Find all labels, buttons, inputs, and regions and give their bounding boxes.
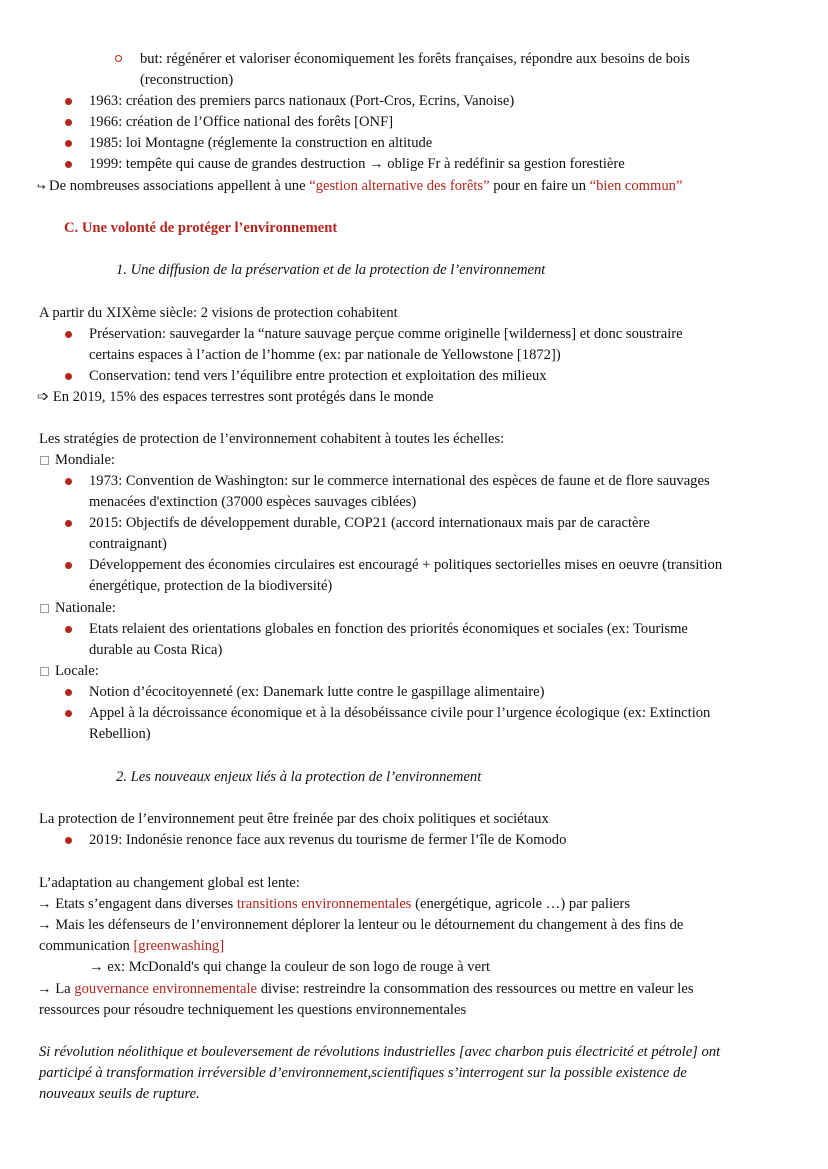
but-line-2: (reconstruction) [140,72,234,88]
event-1966: 1966: création de l’Office national des forêts [ONF] [89,114,394,130]
defenseurs-line-2 [39,936,224,957]
mondiale-item-3-line-2: énergétique, protection de la biodiversité) [89,578,333,594]
bullet-icon [65,140,72,147]
bullet-icon [65,161,72,168]
checkbox-icon [40,604,49,613]
highlight-gestion-alternative: “gestion alternative des forêts” [309,178,490,194]
bullet-icon [65,626,72,633]
frein-line: La protection de l’environnement peut être freinée par des choix politiques et sociétaux [39,811,549,827]
conservation-line: Conservation: tend vers l’équilibre entre protection et exploitation des milieux [89,368,547,384]
protected-areas-stat: ➩ En 2019, 15% des espaces terrestres sont protégés dans le monde [37,389,434,405]
associations-text-2: pour en faire un [489,178,590,194]
highlight-gouvernance: gouvernance environnementale [74,981,258,997]
visions-intro: A partir du XIXème siècle: 2 visions de protection cohabitent [39,305,398,321]
communication-text: communication [39,938,134,954]
bullet-icon [65,562,72,569]
bullet-icon [65,689,72,696]
highlight-greenwashing: [greenwashing] [133,938,225,954]
subsection-2-heading: 2. Les nouveaux enjeux liés à la protection de l’environnement [116,769,482,785]
defenseurs-line-1: → Mais les défenseurs de l’environnement déplorer la lenteur ou le détournement du changement à des fins de [37,917,684,933]
section-c-heading: C. Une volonté de protéger l’environnement [64,220,338,236]
nationale-item-1-line-2: durable au Costa Rica) [89,642,223,658]
sub-bullet-circle-icon [115,55,122,62]
checkbox-icon [40,456,49,465]
bullet-icon [65,98,72,105]
adaptation-line: L’adaptation au changement global est lente: [39,875,300,891]
mondiale-item-2-line-2: contraignant) [89,536,167,552]
preservation-line-1: Préservation: sauvegarder la “nature sauvage perçue comme originelle [wilderness] et donc soustraire [89,326,683,342]
bullet-icon [65,331,72,338]
conclusion-line-3: nouveaux seuils de rupture. [39,1086,200,1102]
checkbox-icon [40,667,49,676]
conclusion-line-2: participé à transformation irréversible d’environnement,scientifiques s’interrogent sur la possible existence de [39,1065,687,1081]
nationale-label: Nationale: [55,600,116,616]
event-1985: 1985: loi Montagne (réglemente la construction en altitude [89,135,433,151]
event-1999: 1999: tempête qui cause de grandes destruction → oblige Fr à redéfinir sa gestion forestière [89,156,625,172]
mondiale-item-2-line-1: 2015: Objectifs de développement durable, COP21 (accord internationaux mais par de caractère [89,515,650,531]
mcdonalds-example: → ex: McDonald's qui change la couleur de son logo de rouge à vert [89,959,491,975]
highlight-transitions: transitions environnementales [236,896,412,912]
gouvernance-line-1 [37,979,694,1000]
mondiale-item-1-line-1: 1973: Convention de Washington: sur le commerce international des espèces de faune et de flore sauvages [89,473,710,489]
bullet-icon [65,373,72,380]
locale-label: Locale: [55,663,99,679]
gouvernance-text-2: divise: restreindre la consommation des ressources ou mettre en valeur les [257,981,694,997]
mondiale-item-3-line-1: Développement des économies circulaires est encouragé + politiques sectorielles mises en oeuvre (transition [89,557,723,573]
mondiale-item-1-line-2: menacées d'extinction (37000 espèces sauvages ciblées) [89,494,417,510]
but-line-1: but: régénérer et valoriser économiquement les forêts françaises, répondre aux besoins de bois [140,51,690,67]
bullet-icon [65,710,72,717]
associations-text: De nombreuses associations appellent à une [49,178,310,194]
bullet-icon [65,478,72,485]
transitions-text: → Etats s’engagent dans diverses [37,896,237,912]
bullet-icon [65,837,72,844]
preservation-line-2: certains espaces à l’action de l’homme (ex: par nationale de Yellowstone [1872]) [89,347,561,363]
event-1963: 1963: création des premiers parcs nationaux (Port-Cros, Ecrins, Vanoise) [89,93,515,109]
conclusion-line-1: Si révolution néolithique et bouleversement de révolutions industrielles [avec charbon puis électricité et pétrole] ont [39,1044,721,1060]
return-arrow-icon: ↪ [37,182,46,193]
komodo-line: 2019: Indonésie renonce face aux revenus du tourisme de fermer l’île de Komodo [89,832,567,848]
strategies-intro: Les stratégies de protection de l’environnement cohabitent à toutes les échelles: [39,431,505,447]
nationale-item-1-line-1: Etats relaient des orientations globales en fonction des priorités économiques et sociales (ex: Tourisme [89,621,688,637]
locale-item-2-line-1: Appel à la décroissance économique et à la désobéissance civile pour l’urgence écologique (ex: Extinction [89,705,711,721]
transitions-line [37,894,630,915]
associations-line [37,176,682,198]
gouvernance-text: → La [37,981,75,997]
highlight-bien-commun: “bien commun” [589,178,683,194]
bullet-icon [65,520,72,527]
transitions-text-2: (energétique, agricole …) par paliers [411,896,631,912]
gouvernance-line-2: ressources pour résoudre techniquement les questions environnementales [39,1002,467,1018]
mondiale-label: Mondiale: [55,452,115,468]
locale-item-2-line-2: Rebellion) [89,726,151,742]
subsection-1-heading: 1. Une diffusion de la préservation et de la protection de l’environnement [116,262,546,278]
bullet-icon [65,119,72,126]
locale-item-1: Notion d’écocitoyenneté (ex: Danemark lutte contre le gaspillage alimentaire) [89,684,545,700]
